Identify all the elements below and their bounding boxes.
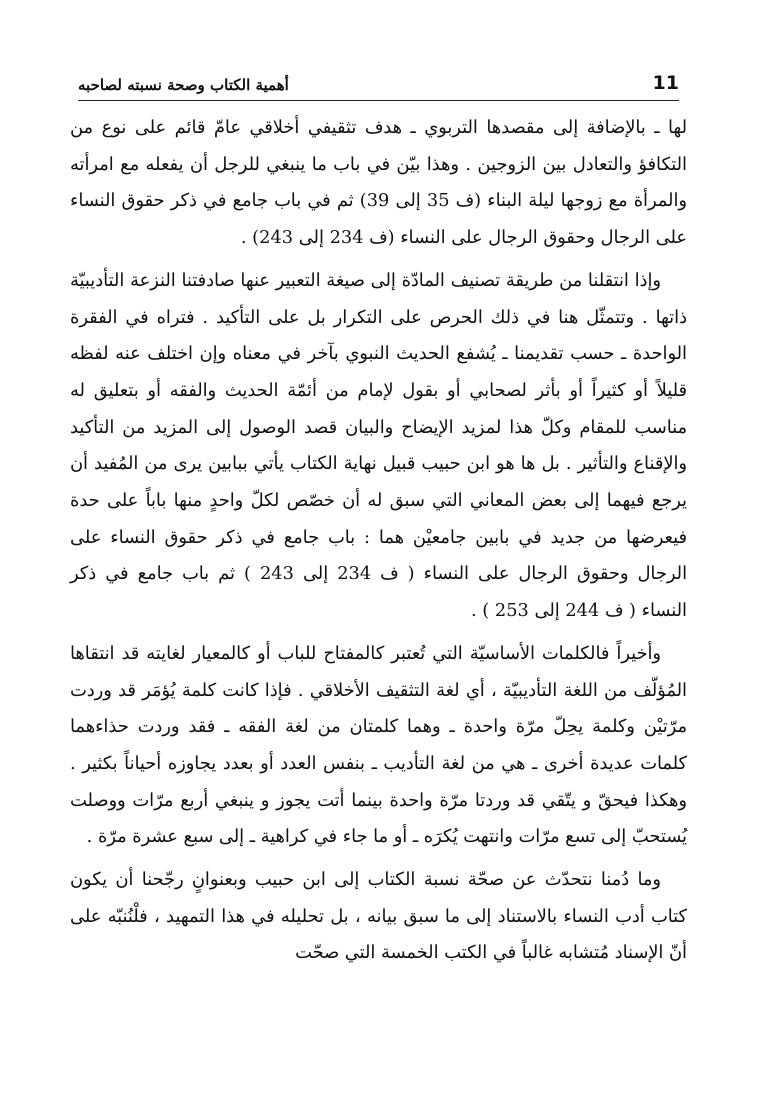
body-text	[70, 110, 687, 978]
page-number: 11	[652, 72, 679, 94]
paragraph: وما دُمنا نتحدّث عن صحّة نسبة الكتاب إلى ابن حبيب وبعنوانٍ رجّحنا أن يكون كتاب أدب النساء بالاستناد إلى ما سبق بيانه ، بل تحليله في هذا التمهيد ، فلْنُنبّه على أنّ الإسناد مُتشابه غالباً في الكتب الخمسة التي صحّت	[70, 869, 687, 964]
paragraph: وأخيراً فالكلمات الأساسيّة التي تُعتبر كالمفتاح للباب أو كالمعيار لغايته قد انتقاها المُؤلّف من اللغة التأديبيّة ، أي لغة التثقيف الأخلاقي . فإذا كانت كلمة يُؤمَر قد وردت مرّتيْن وكلمة يحِلّ مرّة واحدة ـ وهما كلمتان من لغة الفقه ـ فقد وردت حذاءهما كلمات عديدة أخرى ـ هي من لغة التأديب ـ بنفس العدد أو بعدد يجاوزه أحياناً بكثير . وهكذا فيحقّ و يتّقي قد وردتا مرّة واحدة بينما أتت يجوز و ينبغي أربع مرّات ووصلت يُستحبّ إلى تسع مرّات وانتهت يُكرَه ـ أو ما جاء في كراهية ـ إلى سبع عشرة مرّة .	[70, 642, 687, 848]
paragraph: لها ـ بالإضافة إلى مقصدها التربوي ـ هدف تثقيفي أخلاقي عامّ قائم على نوع من التكافؤ والتعادل بين الزوجين . وهذا بيّن في باب ما ينبغي للرجل أن يفعله مع امرأته والمرأة مع زوجها ليلة البناء (ف 35 إلى 39) ثم في باب جامع في ذكر حقوق النساء على الرجال وحقوق الرجال على النساء (ف 234 إلى 243) .	[70, 117, 688, 249]
page-header	[78, 64, 679, 94]
header-rule	[78, 100, 679, 101]
running-title: أهمية الكتاب وصحة نسبته لصاحبه	[78, 76, 289, 94]
paragraph: وإذا انتقلنا من طريقة تصنيف المادّة إلى صيغة التعبير عنها صادفتنا النزعة التأديبيّة ذاتها . وتتمثّل هنا في ذلك الحرص على التكرار بل على التأكيد . فتراه في الفقرة الواحدة ـ حسب تقديمنا ـ يُشفع الحديث النبوي بآخر في معناه وإن اختلف عنه لفظه قليلاً أو كثيراً أو بأثر لصحابي أو بقول لإمام من أئمّة الحديث والفقه أو بتعليق له مناسب للمقام وكلّ هذا لمزيد الإيضاح والبيان قصد الوصول إلى المزيد من التأكيد والإقناع والتأثير . بل ها هو ابن حبيب قبيل نهاية الكتاب يأتي ببابين يرى من المُفيد أن يرجع فيهما إلى بعض المعاني التي سبق له أن خصّص لكلّ واحدٍ منها باباً على حدة فيعرضها من جديد في بابين جامعيْن هما : باب جامع في ذكر حقوق النساء على الرجال وحقوق الرجال على النساء ( ف 234 إلى 243 ) ثم باب جامع في ذكر النساء ( ف 244 إلى 253 ) .	[70, 269, 688, 622]
